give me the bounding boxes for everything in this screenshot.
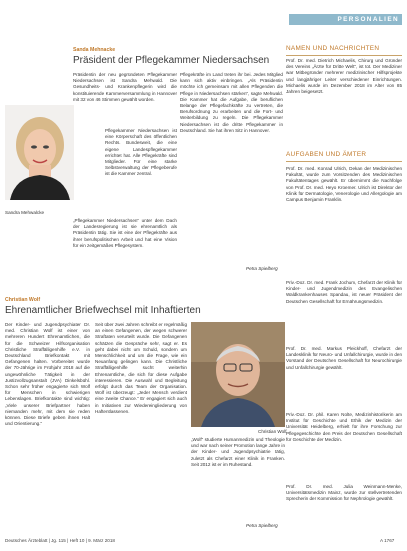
sidebar-item-nolte: Priv.-Doz. Dr. phil. Karen Nolte, Medizinhistorikerin am Institut für Geschichte und Ethik der Medizin der Universität Heidelberg, erhielt für ihre Forschung zur Pflegegeschichte den Preis der Deutschen Gesellschaft für Geschichte der Medizin. (286, 412, 402, 442)
sidebar-item-pleickhoff: Prof. Dr. med. Markus Pleickhoff, Chefarzt der Landesklinik für Neuro- und Unfallchirurgie, wurde in den Vorstand der Deutschen Gesellschaft für Neurochirurgie und Unfallchirurgie gewählt. (286, 346, 402, 370)
sidebar-item-jochum: Priv.-Doz. Dr. med. Frank Jochum, Chefarzt der Klinik für Kinder- und Jugendmedizin des Evangelischen Waldkrankenhauses Spandau, ist neuer Präsident der Deutschen Gesellschaft für Ernährungsmedizin. (286, 280, 402, 304)
sidebar-divider-1 (286, 55, 402, 56)
article2-headline: Ehrenamtlicher Briefwechsel mit Inhaftierten (5, 305, 201, 316)
article1-text-right: Pflegekammer Niedersachsen ist eine Körperschaft des öffentlichen Rechts. Bundesweit, die eine eigene Landespflegekammer errichtet hat. Alle Pflegekräfte sind Mitglieder. Für eine starke Selbstverwaltung der Pflegeberufe ist die Kammer zentral. (105, 128, 177, 177)
section-header-label: PERSONALIEN (337, 16, 399, 23)
article2-text-col1: Der Kinder- und Jugendpsychiater Dr. med. Christian Wolf ist einer von mehreren Hundert Ehrenamtlichen, die für die Schweizer Hilfsorganisation Christliche Straffälligenhilfe e.V. in Deutschland Briefkontakt mit Gefangenen halten. Vorbereitet wurde der 70-Jährige im Frühjahr 2018 auf die ungewöhnliche Tätigkeit in der Justizvollzugsanstalt (JVA) Dinkelsbühl. Schon sehr früher engagierte sich Wolf für Menschen in schwierigen Lebenslagen. Briefkontakte sind wichtig: „Viele unserer Briefpartner haben niemanden mehr, mit dem sie reden können. Diese Briefe geben ihnen Halt und Orientierung.“ (5, 322, 90, 427)
article1-photo (5, 105, 74, 200)
portrait-woman-image (5, 105, 74, 200)
footer-citation: Deutsches Ärzteblatt | Jg. 115 | Heft 10 | 9. März 2018 (5, 538, 115, 543)
article1-signature: Petra Spielberg (246, 266, 278, 271)
article1-photo-caption: Sandra Mehwalcke (5, 210, 45, 215)
sidebar-heading-names: NAMEN UND NACHRICHTEN (286, 45, 380, 52)
article1-headline: Präsident der Pflegekammer Niedersachsen (73, 55, 270, 66)
article1-text-col2: Pflegekräfte im Land treten ihr bei. Jedes Mitglied kann sich aktiv einbringen. „Als Präsidentin möchte ich gemeinsam mit allen Pflegenden die Pflege in Niedersachsen stärken“, sagte Mehwald. Die Kammer hat die Aufgabe, die beruflichen Belange der Pflegefachkräfte zu vertreten, die Berufsordnung zu erarbeiten und die Fort- und Weiterbildung zu regeln. Die Pflegekammer Niedersachsen ist die dritte Pflegekammer in Deutschland. Sie hat ihren Sitz in Hannover. (180, 72, 283, 133)
article2-author: Christian Wolf (5, 297, 41, 303)
sidebar-heading-offices: AUFGABEN UND ÄMTER (286, 151, 367, 158)
article2-photo-caption: Christian Wolf (258, 429, 287, 434)
footer-page-number: A 1767 (380, 538, 395, 543)
article1-text-bottom: „Pflegekammer Niedersachsen“ unter dem Dach der Landesregierung ist sie ehrenamtlich als Präsidentin tätig. Sie ist eine der Pflegekräfte aus ihrer berufspolitischen Arbeit und hat eine Vision für ein zeitgemäßes Pflegesystem. (73, 218, 177, 248)
article2-text-col2: Seit über zwei Jahren schreibt er regelmäßig an einen Gefangenen, der wegen schwerer Straftaten verurteilt wurde. Die Gefangenen schätzen die Gespräche sehr, sagt er. Es geht dabei nicht um Schuld, sondern um Menschlichkeit und um die Frage, wie ein Neuanfang gelingen kann. Die Christliche Straffälligenhilfe sucht weiterhin Ehrenamtliche, die sich für diese Aufgabe interessieren. Die Auswahl und Begleitung erfolgt durch das Team der Organisation. Wolf ist überzeugt: „Jeder Mensch verdient eine zweite Chance.“ Er engagiert sich auch in Initiativen zur Wiedereingliederung von Haftentlassenen. (95, 322, 187, 414)
article1-text-top: Präsidentin der neu gegründeten Pflegekammer Niedersachsen ist Sandra Mehwald. Die Gesundheits- und Krankenpflegerin wird die konstituierende Kammerversammlung in Hannover mit 32 von 46 Stimmen gewählt worden. (73, 72, 177, 102)
portrait-man-image (191, 322, 285, 427)
sidebar-item-weinmann: Prof. Dr. med. Julia Weinmann-Menke, Universitätsmedizin Mainz, wurde zur stellvertretenden Sprecherin der Kommission für Nephrologie gewählt. (286, 484, 402, 502)
sidebar-item-ulrich: Prof. Dr. med. Konrad Ulrich, Dekan der Medizinischen Fakultät, wurde zum Vorsitzenden des Medizinischen Fakultätentages gewählt. Er übernimmt die Nachfolge von Prof. Dr. med. Heyo Kroemer. Ulrich ist Direktor der Klinik für Dermatologie, Venerologie und Allergologie am Campus Benjamin Franklin. (286, 166, 402, 203)
sidebar-item-michaelis: Prof. Dr. med. Dietrich Michaelis, Chirurg und Gründer des Vereins „Ärzte für Dritte Welt“, ist tot. Der Mediziner war Mitbegründer mehrerer medizinischer Hilfsprojekte und langjähriger Leiter verschiedener Einrichtungen. Michaelis wurde im Dezember 2018 im Alter von 85 Jahren beigesetzt. (286, 58, 402, 95)
article2-photo (191, 322, 285, 427)
article2-text-col3: „Wolf“ studierte Humanmedizin und Theologie und war nach seiner Promotion lange Jahre in der Kinder- und Jugendpsychiatrie tätig, zuletzt als Chefarzt einer Klinik in Franken. Seit 2012 ist er im Ruhestand. (191, 437, 285, 467)
article2-signature: Petra Spielberg (246, 523, 278, 528)
sidebar-divider-2 (286, 161, 402, 162)
article1-author: Sanda Mehnacke (73, 47, 116, 53)
